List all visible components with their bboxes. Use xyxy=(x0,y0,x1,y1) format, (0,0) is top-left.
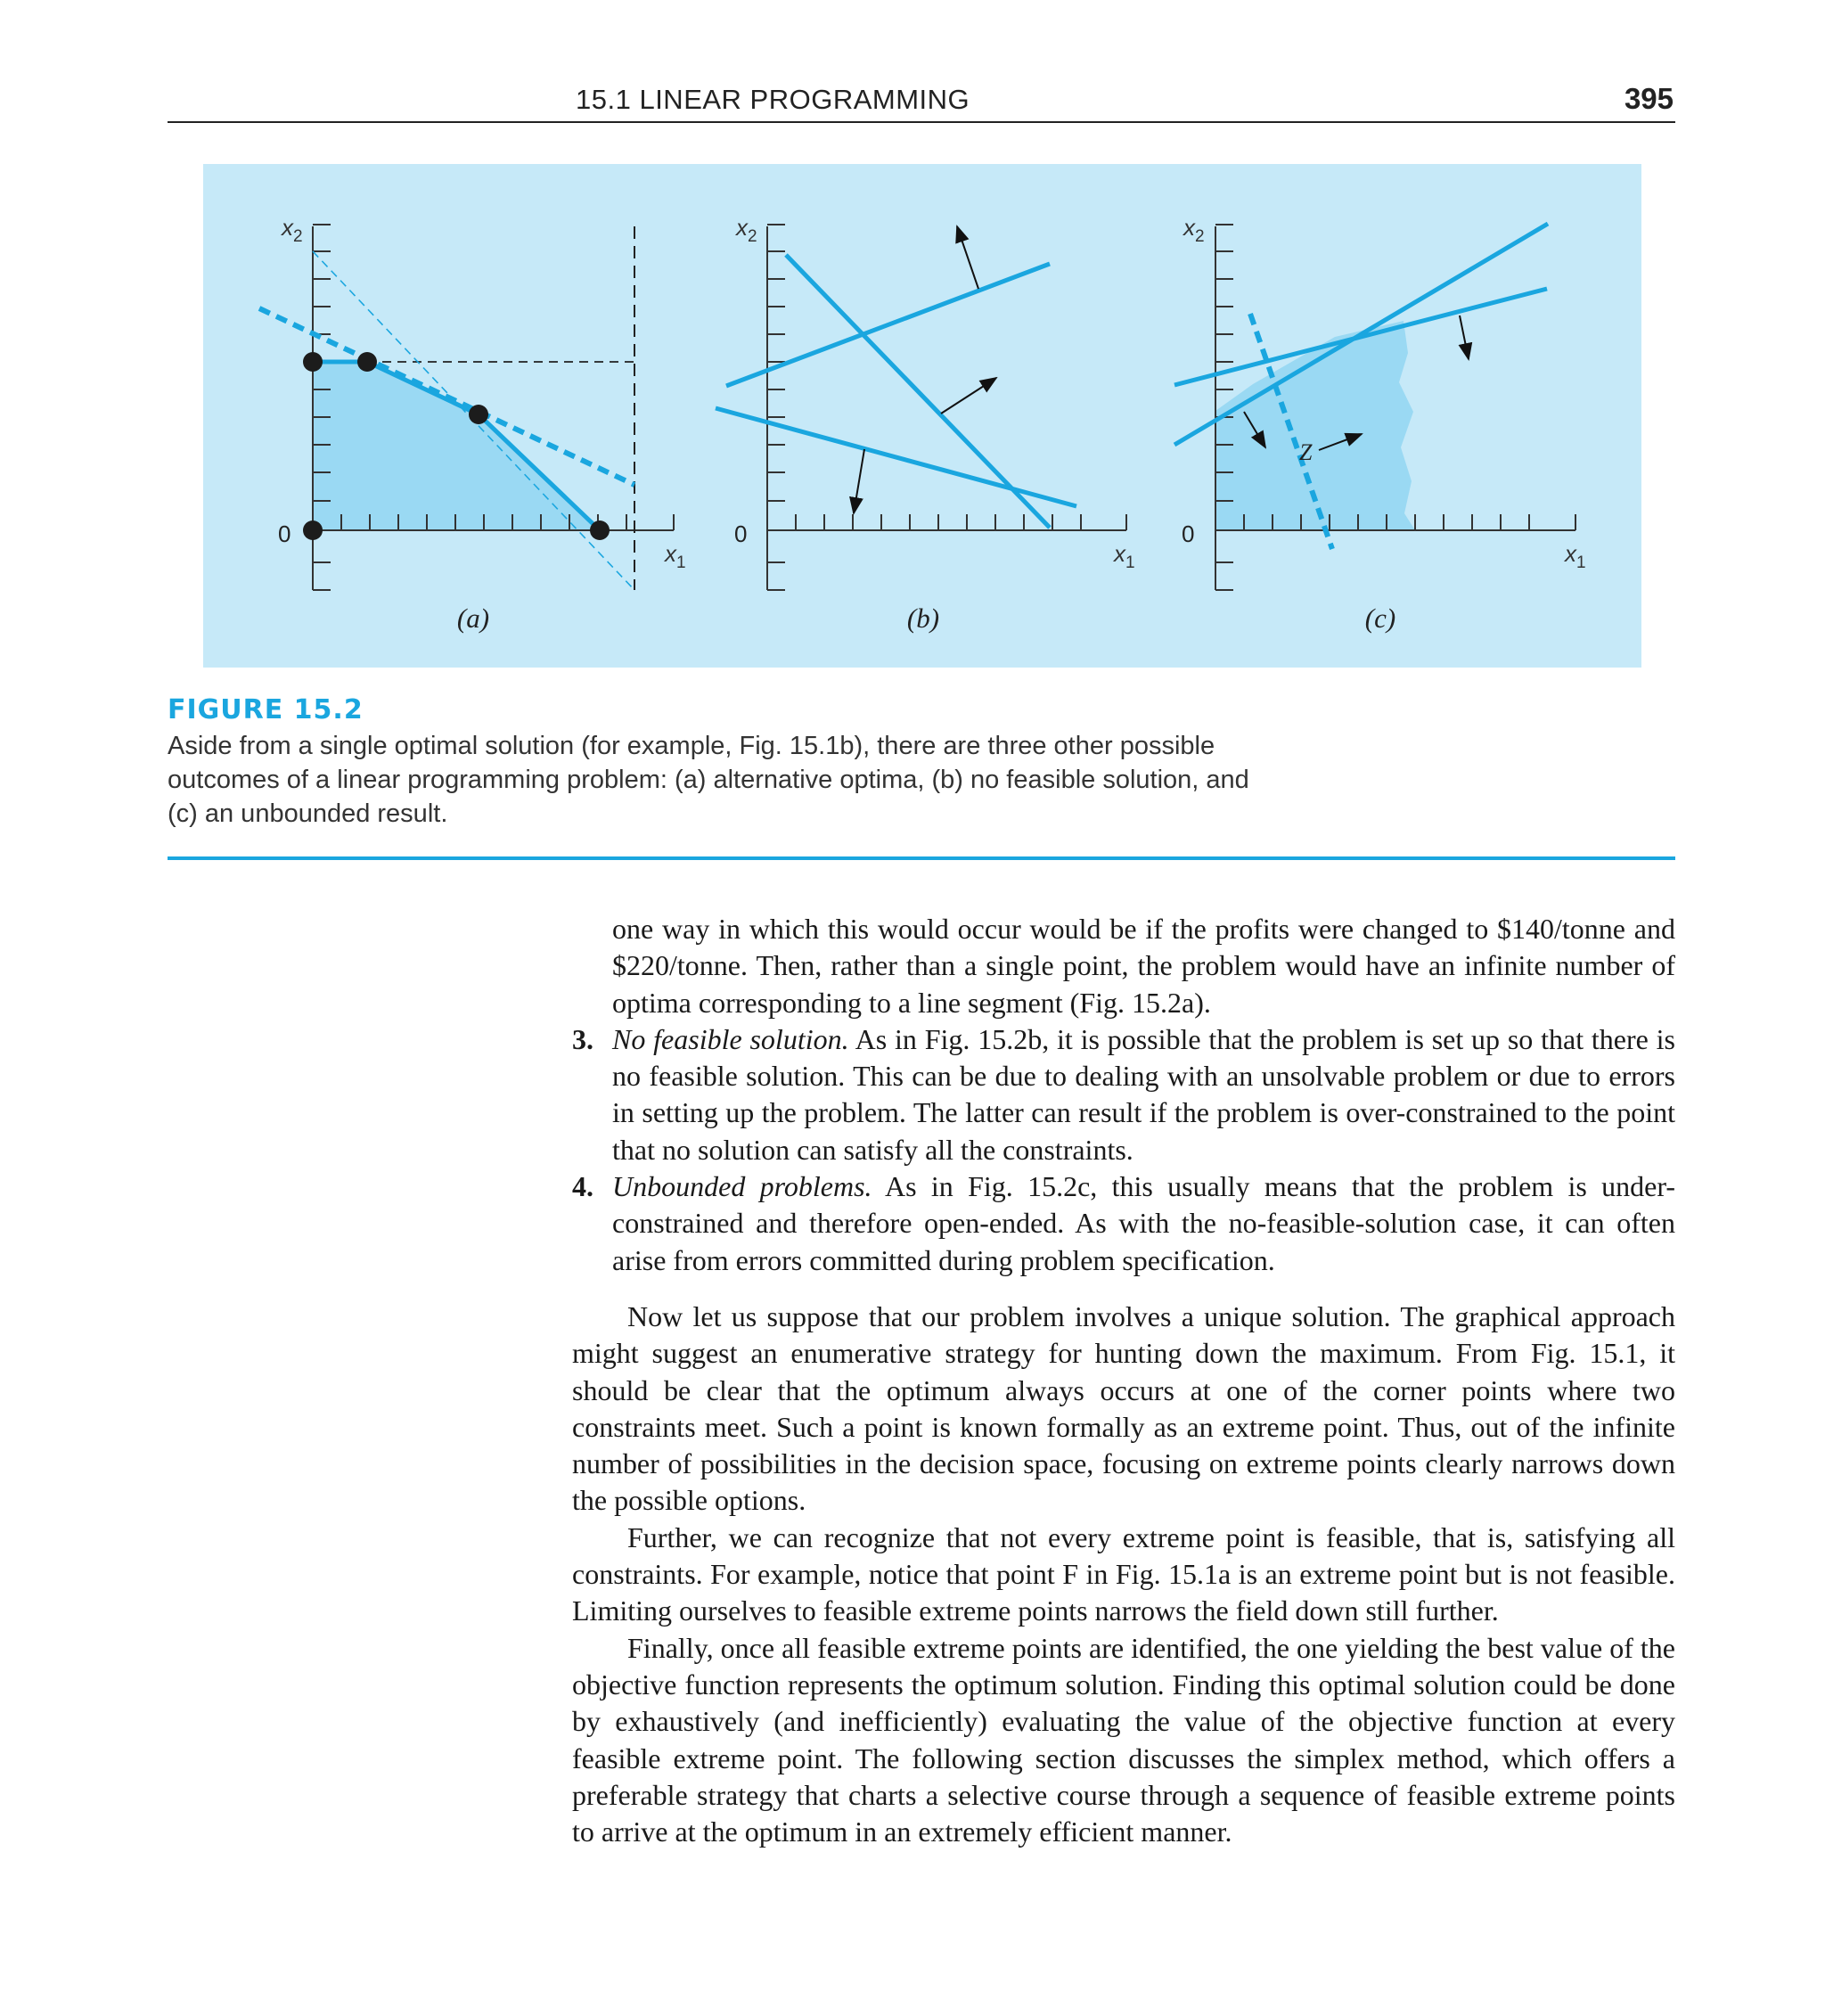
list-number: 3. xyxy=(572,1022,593,1055)
list-item-unbounded xyxy=(572,1168,1675,1279)
figure-caption-label: FIGURE 15.2 xyxy=(168,694,364,725)
objective-label-c: Z xyxy=(1299,439,1313,465)
x-axis-label-a: $x_1$ xyxy=(665,540,686,572)
y-axis-label-c: $x_2$ xyxy=(1183,214,1205,246)
origin-label-c: 0 xyxy=(1182,520,1195,547)
origin-label-b: 0 xyxy=(734,520,748,547)
paragraph: Now let us suppose that our problem involves a unique solution. The graphical approach might suggest an enumerative strategy for hunting down the maximum. From Fig. 15.1, it should be clear that the optimum always occurs at one of the corner points where two constraints meet. Such a point is known formally as an extreme point. Thus, out of the infinite number of possibilities in the decision space, focusing on extreme points clearly narrows down the possible options. xyxy=(572,1299,1675,1517)
panel-label-c: (c) xyxy=(1364,602,1396,634)
y-ticks-b xyxy=(767,225,785,590)
constraint-line-b1 xyxy=(726,264,1050,386)
list-number: 4. xyxy=(572,1170,593,1203)
extreme-point xyxy=(590,520,610,540)
direction-arrow-b2 xyxy=(941,378,996,414)
constraint-line-b3 xyxy=(786,255,1050,528)
direction-arrow-b1 xyxy=(957,226,978,289)
panel-label-a: (a) xyxy=(456,602,490,634)
list-item-text: As in Fig. 15.2c, this usually means that the problem is under-constrained and therefore open-ended. As with the no-feasible-solution case, it can often arise from errors committed during problem specification. xyxy=(612,1170,1676,1276)
figure-15-2 xyxy=(203,164,1641,668)
running-head xyxy=(168,80,1675,123)
origin-label-a: 0 xyxy=(278,520,291,547)
direction-arrow-b3 xyxy=(854,449,864,513)
extreme-point xyxy=(469,405,488,424)
constraint-line-b2 xyxy=(716,408,1076,506)
y-axis-label-a: $x_2$ xyxy=(282,214,303,246)
figure-caption-text: Aside from a single optimal solution (for example, Fig. 15.1b), there are three other possible outcomes of a linear programming problem: (a) alternative optima, (b) no feasible solution, and (c) an unbounded result. xyxy=(168,732,1249,828)
panel-c xyxy=(1174,214,1586,634)
panel-b xyxy=(716,214,1135,634)
x-ticks-b xyxy=(796,514,1126,530)
panel-label-b: (b) xyxy=(906,602,940,634)
paragraph: Finally, once all feasible extreme points are identified, the one yielding the best value of the objective function represents the optimum solution. Finding this optimal solution could be done by exhaustively (and inefficiently) evaluating the value of the objective function at every feasible extreme point. The following section discusses the simplex method, which offers a preferable strategy that charts a selective course through a sequence of feasible extreme points to arrive at the optimum in an extremely efficient manner. xyxy=(572,1631,1675,1848)
y-axis-label-b: $x_2$ xyxy=(736,214,757,246)
list-item-text: As in Fig. 15.2b, it is possible that the problem is set up so that there is no feasible solution. This can be due to dealing with an unsolvable problem or due to errors in setting up the problem. The latter can result if the problem is over-constrained to the point that no solution can satisfy all the constraints. xyxy=(612,1022,1676,1166)
list-continuation: one way in which this would occur would be if the profits were changed to $140/tonne and $220/tonne. Then, rather than a single point, the problem would have an infinite number of optima corresponding to a line segment (Fig. 15.2a). xyxy=(612,913,1675,1019)
extreme-point xyxy=(357,352,377,372)
body-text xyxy=(572,911,1675,1850)
direction-arrow-c1 xyxy=(1460,316,1469,359)
x-axis-label-b: $x_1$ xyxy=(1114,540,1135,572)
extreme-point xyxy=(303,520,323,540)
figure-diagram xyxy=(203,164,1641,668)
page-number: 395 xyxy=(1624,82,1674,115)
caption-divider xyxy=(168,856,1675,860)
list-item-no-feasible xyxy=(572,1021,1675,1168)
paragraph: Further, we can recognize that not every extreme point is feasible, that is, satisfying all constraints. For example, notice that point F in Fig. 15.1a is an extreme point but is not feasible. Limiting ourselves to feasible extreme points narrows the field down still further. xyxy=(572,1520,1675,1627)
extreme-point xyxy=(303,352,323,372)
section-title: 15.1 LINEAR PROGRAMMING xyxy=(576,84,970,115)
list-item-title: Unbounded problems. xyxy=(612,1170,872,1203)
x-axis-label-c: $x_1$ xyxy=(1565,540,1586,572)
panel-a xyxy=(259,214,686,634)
list-item-title: No feasible solution. xyxy=(612,1022,849,1055)
